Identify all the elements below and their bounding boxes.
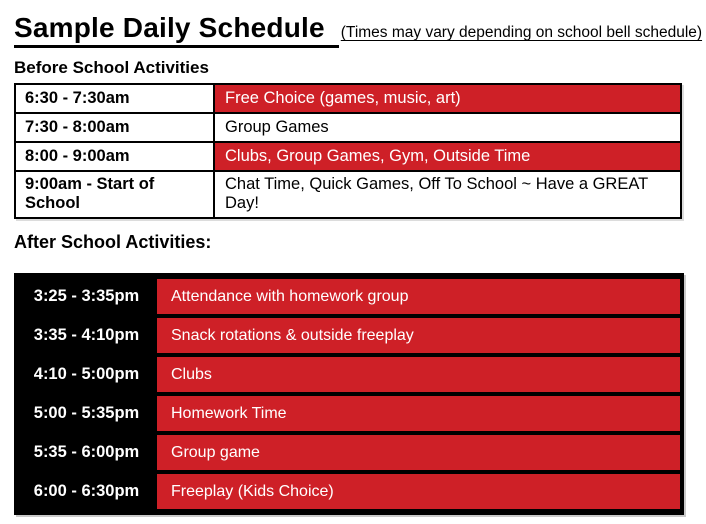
time-cell: 4:10 - 5:00pm <box>16 355 157 394</box>
activity-cell: Clubs, Group Games, Gym, Outside Time <box>215 143 680 170</box>
table-row <box>16 316 680 355</box>
activity-cell: Free Choice (games, music, art) <box>215 85 680 112</box>
table-row <box>16 114 680 143</box>
activity-cell: Clubs <box>157 357 680 392</box>
table-row <box>16 433 680 472</box>
time-cell: 7:30 - 8:00am <box>16 114 215 141</box>
time-cell: 5:00 - 5:35pm <box>16 394 157 433</box>
page-subtitle: (Times may vary depending on school bell schedule) <box>340 24 703 41</box>
after-school-table <box>14 273 684 515</box>
activity-cell: Freeplay (Kids Choice) <box>157 474 680 509</box>
after-school-heading: After School Activities: <box>14 232 212 252</box>
time-cell: 3:35 - 4:10pm <box>16 316 157 355</box>
activity-cell: Chat Time, Quick Games, Off To School ~ Have a GREAT Day! <box>215 172 680 217</box>
before-school-heading: Before School Activities <box>14 58 209 77</box>
title-row <box>14 12 706 48</box>
table-row <box>16 394 680 433</box>
activity-cell: Homework Time <box>157 396 680 431</box>
activity-cell: Snack rotations & outside freeplay <box>157 318 680 353</box>
time-cell: 5:35 - 6:00pm <box>16 433 157 472</box>
time-cell: 6:00 - 6:30pm <box>16 472 157 511</box>
activity-cell: Attendance with homework group <box>157 279 680 314</box>
time-cell: 8:00 - 9:00am <box>16 143 215 170</box>
time-cell: 3:25 - 3:35pm <box>16 277 157 316</box>
table-row <box>16 472 680 511</box>
activity-cell: Group Games <box>215 114 680 141</box>
table-row <box>16 172 680 217</box>
table-row <box>16 143 680 172</box>
before-school-table <box>14 83 682 219</box>
table-row <box>16 85 680 114</box>
time-cell: 6:30 - 7:30am <box>16 85 215 112</box>
time-cell: 9:00am - Start of School <box>16 172 215 217</box>
table-row <box>16 355 680 394</box>
table-row <box>16 277 680 316</box>
activity-cell: Group game <box>157 435 680 470</box>
page-title: Sample Daily Schedule <box>14 12 339 48</box>
